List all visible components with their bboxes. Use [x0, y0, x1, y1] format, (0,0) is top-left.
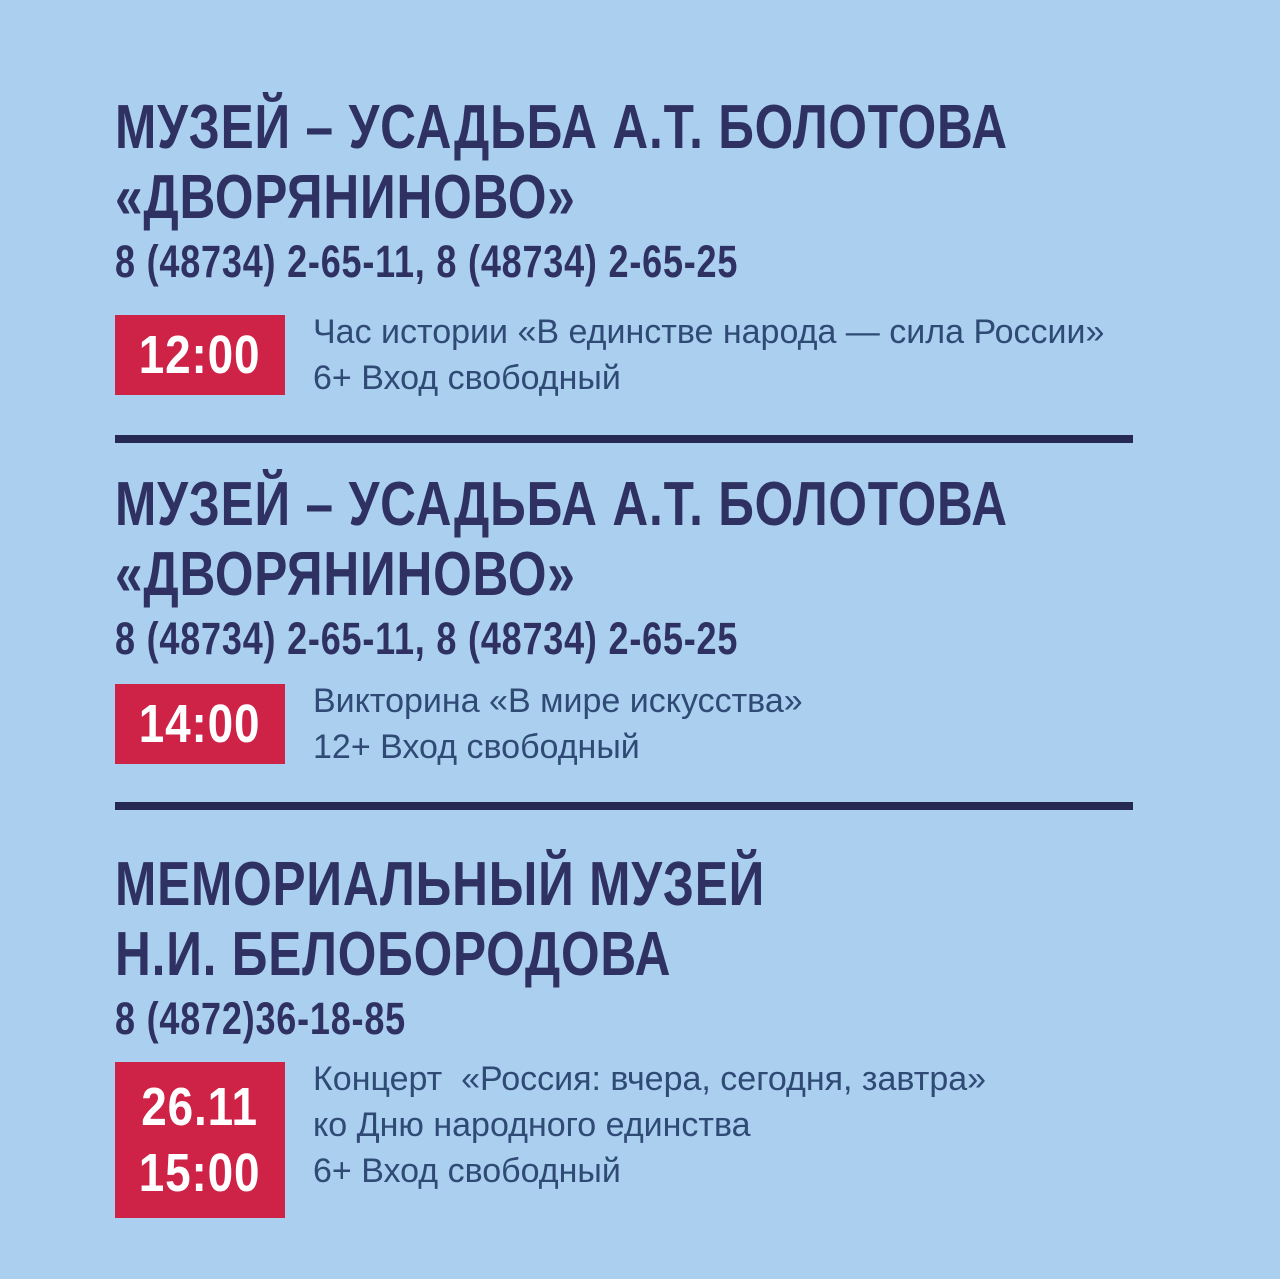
museum-title-line: МЕМОРИАЛЬНЫЙ МУЗЕЙ [115, 850, 766, 919]
section-divider [115, 435, 1133, 443]
museum-title-line: Н.И. БЕЛОБОРОДОВА [115, 920, 672, 989]
time-badge-text: 15:00 [139, 1143, 261, 1203]
event-description-line: Час истории «В единстве народа — сила России» [313, 313, 1105, 351]
museum-section-dvoryaninovo-1 [115, 93, 1165, 401]
museum-phone: 8 (4872)36-18-85 [115, 993, 406, 1044]
museum-section-dvoryaninovo-2 [115, 470, 1165, 770]
museum-title-line: «ДВОРЯНИНОВО» [115, 540, 576, 609]
date-time-badge [115, 1062, 285, 1218]
museum-section-beloborodov [115, 850, 1165, 1218]
event-row [115, 1062, 1165, 1218]
event-row [115, 684, 1165, 770]
event-description-line: Викторина «В мире искусства» [313, 682, 803, 720]
time-badge [115, 315, 285, 395]
event-description-line: Концерт «Россия: вчера, сегодня, завтра» [313, 1060, 987, 1098]
time-badge-text: 12:00 [139, 325, 261, 385]
museum-phone: 8 (48734) 2-65-11, 8 (48734) 2-65-25 [115, 613, 739, 664]
event-description-line: 6+ Вход свободный [313, 1152, 621, 1190]
event-description-line: ко Дню народного единства [313, 1106, 751, 1144]
event-description [313, 309, 1104, 401]
event-description-line: 12+ Вход свободный [313, 728, 640, 766]
section-divider [115, 802, 1133, 810]
museum-title-line: «ДВОРЯНИНОВО» [115, 163, 576, 232]
date-badge-text: 26.11 [141, 1077, 259, 1137]
time-badge-text: 14:00 [139, 694, 261, 754]
event-description-line: 6+ Вход свободный [313, 359, 621, 397]
time-badge [115, 684, 285, 764]
event-description [313, 678, 803, 770]
museum-phone: 8 (48734) 2-65-11, 8 (48734) 2-65-25 [115, 236, 739, 287]
event-row [115, 315, 1165, 401]
museum-title-line: МУЗЕЙ – УСАДЬБА А.Т. БОЛОТОВА [115, 470, 1008, 539]
event-description [313, 1056, 986, 1194]
museum-title-line: МУЗЕЙ – УСАДЬБА А.Т. БОЛОТОВА [115, 93, 1008, 162]
